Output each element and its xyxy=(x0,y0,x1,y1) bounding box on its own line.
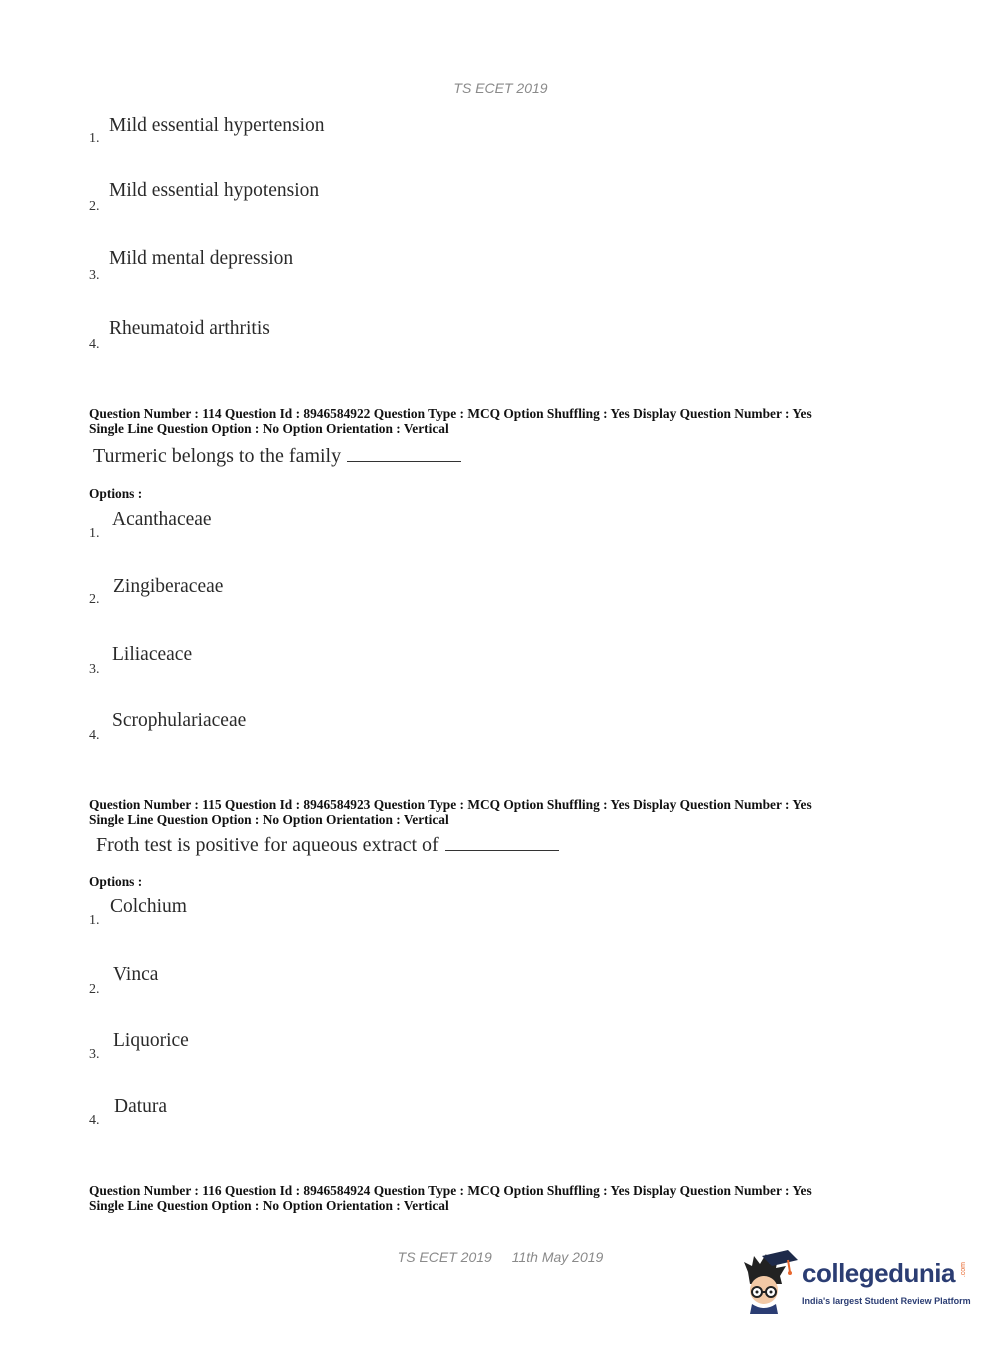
answer-blank xyxy=(445,836,559,851)
page-header: TS ECET 2019 xyxy=(453,80,548,96)
option-number: 2. xyxy=(89,982,100,997)
options-label: Options : xyxy=(89,486,143,501)
options-label: Options : xyxy=(89,874,143,889)
footer-date: 11th May 2019 xyxy=(511,1249,604,1265)
option-text: Mild essential hypertension xyxy=(109,115,325,136)
option-text: Liliaceace xyxy=(112,644,193,665)
question-text-content: Froth test is positive for aqueous extract of xyxy=(96,834,439,856)
question-text xyxy=(93,445,461,468)
option-text: Colchium xyxy=(110,896,187,917)
mascot-icon xyxy=(742,1250,800,1314)
question-text-content: Turmeric belongs to the family xyxy=(93,445,342,467)
option-text: Mild mental depression xyxy=(109,248,294,269)
option-text: Vinca xyxy=(113,964,159,985)
question-meta-line1: Question Number : 114 Question Id : 8946584922 Question Type : MCQ Option Shuffling : Yes Display Question Number : Yes xyxy=(89,406,812,421)
logo-tagline: India's largest Student Review Platform xyxy=(802,1296,971,1306)
option-number: 1. xyxy=(89,526,100,541)
option-number: 2. xyxy=(89,592,100,607)
logo-com-suffix: .com xyxy=(960,1262,967,1278)
option-text: Datura xyxy=(114,1096,168,1117)
option-text: Mild essential hypotension xyxy=(109,180,320,201)
answer-blank xyxy=(347,447,461,462)
option-number: 4. xyxy=(89,728,100,743)
option-number: 1. xyxy=(89,913,100,928)
logo-brand-text: collegedunia xyxy=(802,1258,955,1288)
option-number: 3. xyxy=(89,268,100,283)
question-meta-line1: Question Number : 115 Question Id : 8946584923 Question Type : MCQ Option Shuffling : Yes Display Question Number : Yes xyxy=(89,797,812,812)
footer-exam: TS ECET 2019 xyxy=(397,1249,492,1265)
option-number: 4. xyxy=(89,1113,100,1128)
option-number: 3. xyxy=(89,1047,100,1062)
option-text: Scrophulariaceae xyxy=(112,710,247,731)
question-meta-line2: Single Line Question Option : No Option Orientation : Vertical xyxy=(89,421,449,436)
question-meta-line2: Single Line Question Option : No Option Orientation : Vertical xyxy=(89,1198,449,1213)
question-meta-line1: Question Number : 116 Question Id : 8946584924 Question Type : MCQ Option Shuffling : Yes Display Question Number : Yes xyxy=(89,1183,812,1198)
question-text xyxy=(96,834,559,857)
option-number: 2. xyxy=(89,199,100,214)
collegedunia-logo[interactable] xyxy=(742,1250,972,1314)
option-text: Acanthaceae xyxy=(112,509,212,530)
option-number: 3. xyxy=(89,662,100,677)
question-meta-line2: Single Line Question Option : No Option Orientation : Vertical xyxy=(89,812,449,827)
option-text: Liquorice xyxy=(113,1030,189,1051)
option-text: Zingiberaceae xyxy=(113,576,224,597)
option-number: 4. xyxy=(89,337,100,352)
option-number: 1. xyxy=(89,131,100,146)
option-text: Rheumatoid arthritis xyxy=(109,318,270,339)
